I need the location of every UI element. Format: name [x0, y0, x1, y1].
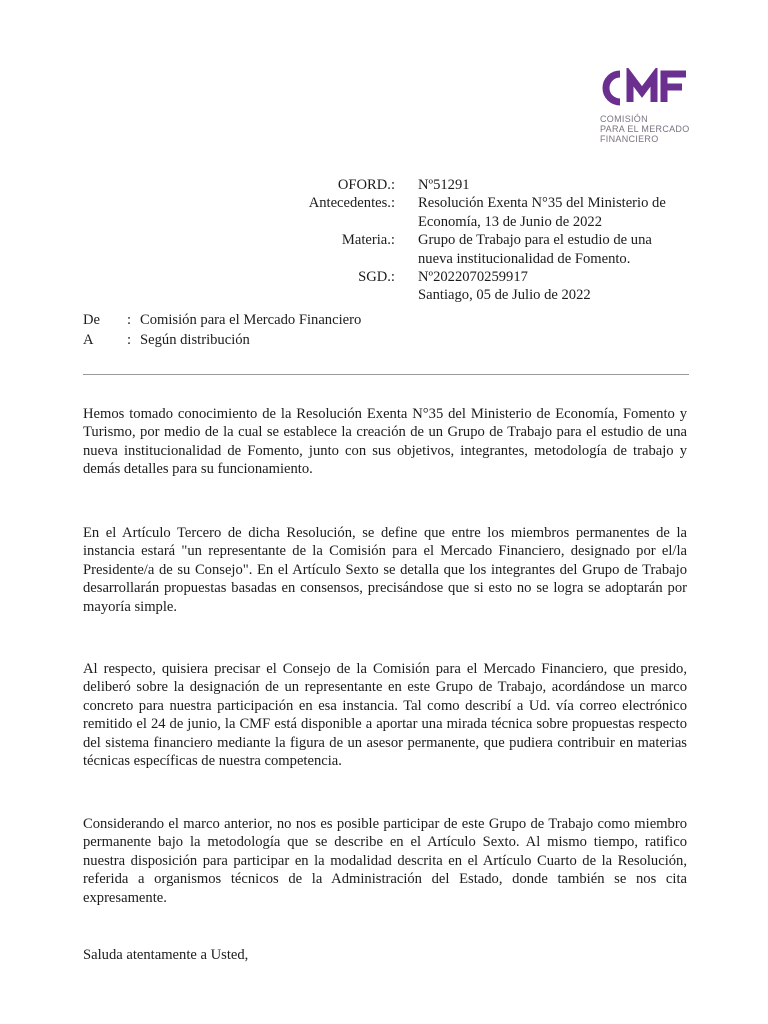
- materia-label: Materia.:: [341, 232, 395, 249]
- materia-line: nueva institucionalidad de Fomento.: [418, 250, 631, 267]
- logo-tagline-line: PARA EL MERCADO: [600, 124, 690, 134]
- meta-materia: [0, 231, 768, 268]
- to-separator: :: [127, 331, 132, 348]
- from-value: Comisión para el Mercado Financiero: [140, 312, 362, 328]
- body-paragraph-2: En el Artículo Tercero de dicha Resolución, se define que entre los miembros permanentes de la instancia estará "un representante de la Comisión para el Mercado Financiero, designado por el/la Presidente/a de su Consejo". En el Artículo Sexto se detalla que los integrantes del Grupo de Trabajo desarrollarán propuestas basadas en consensos, precisándose que si esto no se logra se adoptarán por mayoría simple.: [83, 525, 687, 615]
- oford-label: OFORD.:: [337, 177, 395, 193]
- sgd-value: Nº2022070259917: [418, 269, 528, 286]
- to-label: A: [83, 331, 94, 348]
- cmf-logo-mark: [600, 68, 688, 108]
- logo-tagline-line: COMISIÓN: [600, 114, 648, 124]
- cmf-logo: [600, 68, 700, 144]
- sgd-label: SGD.:: [358, 269, 395, 286]
- addressing: [83, 311, 361, 350]
- oford-value: Nº51291: [418, 177, 470, 193]
- document-date: Santiago, 05 de Julio de 2022: [418, 287, 591, 304]
- closing-salutation: Saluda atentamente a Usted,: [83, 947, 249, 963]
- meta-oford: [0, 176, 768, 194]
- body-paragraph-3: Al respecto, quisiera precisar el Consejo de la Comisión para el Mercado Financiero, que presido, deliberó sobre la designación de un representante en este Grupo de Trabajo, acordándose un marco concreto para nuestra participación en esa instancia. Tal como describí a Ud. vía correo electrónico remitido el 24 de junio, la CMF está disponible a aportar una mirada técnica sobre propuestas respecto del sistema financiero mediante la figura de un asesor permanente, que pudiera contribuir en materias técnicas específicas de nuestra competencia.: [83, 661, 687, 770]
- from-label: De: [83, 312, 101, 328]
- body-paragraph-4: Considerando el marco anterior, no nos es posible participar de este Grupo de Trabajo como miembro permanente bajo la metodología que se describe en el Artículo Sexto. Al mismo tiempo, ratifico nuestra disposición para participar en la modalidad descrita en el Artículo Cuarto de la Resolución, referida a organismos técnicos de la Administración del Estado, donde también se nos cita expresamente.: [83, 816, 687, 906]
- materia-line: Grupo de Trabajo para el estudio de una: [418, 232, 652, 249]
- separator-rule: [83, 374, 689, 375]
- to-value: Según distribución: [140, 331, 250, 348]
- document-metadata: [0, 176, 768, 305]
- logo-tagline-line: FINANCIERO: [600, 134, 659, 144]
- antecedentes-label: Antecedentes.:: [308, 195, 395, 212]
- from-separator: :: [127, 312, 132, 328]
- meta-sgd: [0, 268, 768, 305]
- logo-tagline: [600, 114, 700, 144]
- to-row: [83, 331, 361, 351]
- antecedentes-line: Resolución Exenta N°35 del Ministerio de: [418, 195, 666, 212]
- antecedentes-line: Economía, 13 de Junio de 2022: [418, 213, 603, 230]
- from-row: [83, 311, 361, 331]
- body-paragraph-1: Hemos tomado conocimiento de la Resolución Exenta N°35 del Ministerio de Economía, Fomento y Turismo, por medio de la cual se establece la creación de un Grupo de Trabajo para el estudio de una nueva institucionalidad de Fomento, junto con sus objetivos, integrantes, metodología de trabajo y demás detalles para su funcionamiento.: [83, 406, 687, 478]
- meta-antecedentes: [0, 194, 768, 231]
